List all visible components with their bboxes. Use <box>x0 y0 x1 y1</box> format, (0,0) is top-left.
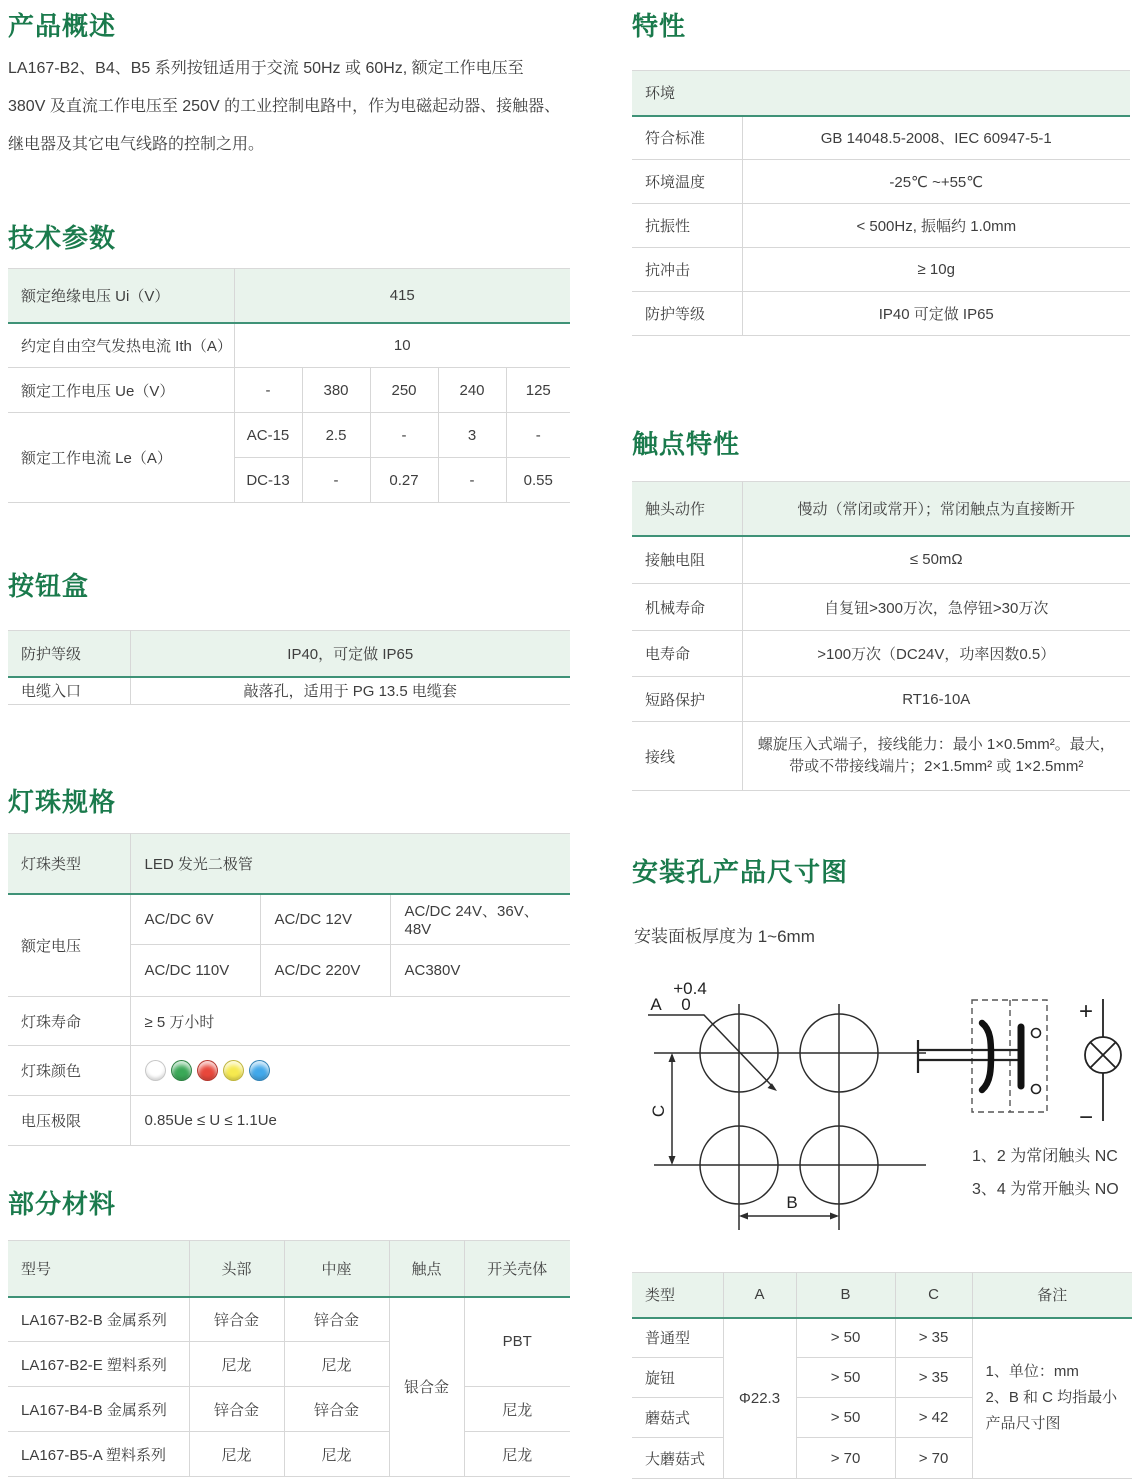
row-label: 额定绝缘电压 Ui（V） <box>8 269 234 323</box>
section-title-button-box: 按钮盒 <box>8 571 90 601</box>
cell-value: 尼龙 <box>284 1342 389 1387</box>
overview-paragraph: LA167-B2、B4、B5 系列按钮适用于交流 50Hz 或 60Hz, 额定工作电压至 380V 及直流工作电压至 250V 的工业控制电路中，作为电磁起动器、接触器、继电器及其它电气线路的控制之用。 <box>8 60 561 153</box>
cell-value: 锌合金 <box>284 1387 389 1432</box>
dim-a-value: Φ22.3 <box>723 1318 796 1479</box>
cell-value: 125 <box>506 368 570 413</box>
cell-value: > 70 <box>796 1438 895 1479</box>
cell-value: > 35 <box>895 1318 972 1358</box>
row-label: 接触电阻 <box>632 536 742 584</box>
cell-value: 锌合金 <box>284 1297 389 1342</box>
cell-value: 慢动（常闭或常开）；常闭触点为直接断开 <box>742 482 1130 536</box>
row-label: 抗振性 <box>632 204 742 248</box>
plus-polarity-label: + <box>1078 998 1094 1025</box>
cell-value: 240 <box>438 368 506 413</box>
cell-value: 0.27 <box>370 458 438 503</box>
row-label: 符合标准 <box>632 116 742 160</box>
section-title-contact-features: 触点特性 <box>632 429 741 459</box>
cell-value: RT16-10A <box>742 677 1130 722</box>
row-label: 额定电压 <box>8 894 130 997</box>
row-label: 触头动作 <box>632 482 742 536</box>
cell-value: 415 <box>234 269 570 323</box>
cell-value: - <box>234 368 302 413</box>
remarks-cell <box>972 1318 1132 1479</box>
cell-value: IP40 可定做 IP65 <box>742 292 1130 336</box>
row-label: 约定自由空气发热电流 Ith（A） <box>8 323 234 368</box>
cell-value: - <box>302 458 370 503</box>
materials-table <box>8 1240 570 1477</box>
cell-value: - <box>506 413 570 458</box>
cell-value: 尼龙 <box>464 1387 570 1432</box>
cell-value: 敲落孔，适用于 PG 13.5 电缆套 <box>130 677 570 705</box>
cell-value: 0.55 <box>506 458 570 503</box>
cell-value: > 42 <box>895 1398 972 1438</box>
cell-value: 银合金 <box>389 1297 464 1477</box>
column-header: 开关壳体 <box>464 1241 570 1297</box>
cell-value: > 50 <box>796 1318 895 1358</box>
section-title-tech-params: 技术参数 <box>8 223 117 253</box>
nc-contact-symbol <box>982 1023 991 1090</box>
cell-value: - <box>370 413 438 458</box>
type-name: 蘑菇式 <box>632 1398 723 1438</box>
dim-c-label: C <box>649 1104 668 1118</box>
cell-value: AC/DC 220V <box>260 945 390 997</box>
column-header: 中座 <box>284 1241 389 1297</box>
cell-key: DC-13 <box>234 458 302 503</box>
contact-features-table <box>632 481 1130 791</box>
button-box-table <box>8 630 570 705</box>
cell-value: < 500Hz, 振幅约 1.0mm <box>742 204 1130 248</box>
remark-line: 2、B 和 C 均指最小产品尺寸图 <box>985 1389 1118 1433</box>
dim-b-label: B <box>786 1193 798 1212</box>
section-title-led-spec: 灯珠规格 <box>8 787 117 817</box>
cell-value: 螺旋压入式端子，接线能力：最小 1×0.5mm²。最大，带或不带接线端片；2×1.5mm² 或 1×2.5mm² <box>742 722 1130 791</box>
column-header: A <box>723 1273 796 1318</box>
row-label: 接线 <box>632 722 742 791</box>
cell-value: -25℃ ~+55℃ <box>742 160 1130 204</box>
contact-captions <box>972 1140 1119 1206</box>
column-header: 备注 <box>972 1273 1132 1318</box>
cell-value: > 70 <box>895 1438 972 1479</box>
cell-value: 锌合金 <box>189 1297 284 1342</box>
dim-a-label: A <box>650 995 662 1014</box>
led-color-red-icon <box>197 1060 218 1081</box>
cell-value: 尼龙 <box>189 1342 284 1387</box>
row-label: 防护等级 <box>632 292 742 336</box>
cell-value: 250 <box>370 368 438 413</box>
dim-a-tolerance-plus: +0.4 <box>673 979 707 998</box>
cell-value: 尼龙 <box>464 1432 570 1477</box>
row-label: 抗冲击 <box>632 248 742 292</box>
cell-value: > 50 <box>796 1398 895 1438</box>
led-color-white-icon <box>145 1060 166 1081</box>
row-label: 环境温度 <box>632 160 742 204</box>
cell-value: AC380V <box>390 945 570 997</box>
caption-no: 3、4 为常开触头 NO <box>972 1181 1119 1198</box>
cell-value: 锌合金 <box>189 1387 284 1432</box>
row-label: 防护等级 <box>8 631 130 677</box>
section-title-overview: 产品概述 <box>8 11 117 41</box>
section-title-mounting: 安装孔产品尺寸图 <box>632 857 849 887</box>
led-color-green-icon <box>171 1060 192 1081</box>
row-label: 额定工作电流 Le（A） <box>8 413 234 503</box>
no-terminal-bottom <box>1032 1085 1041 1094</box>
cell-value: AC/DC 6V <box>130 894 260 945</box>
type-name: 旋钮 <box>632 1358 723 1398</box>
section-title-materials: 部分材料 <box>8 1189 117 1219</box>
section-title-features: 特性 <box>632 11 687 41</box>
cell-value: ≥ 5 万小时 <box>130 997 570 1046</box>
tech-params-table <box>8 268 570 503</box>
cell-value: IP40，可定做 IP65 <box>130 631 570 677</box>
led-color-swatches <box>130 1046 570 1096</box>
row-label: 额定工作电压 Ue（V） <box>8 368 234 413</box>
model-name: LA167-B2-E 塑料系列 <box>8 1342 189 1387</box>
cell-value: 0.85Ue ≤ U ≤ 1.1Ue <box>130 1096 570 1146</box>
model-name: LA167-B2-B 金属系列 <box>8 1297 189 1342</box>
mounting-subtitle: 安装面板厚度为 1~6mm <box>634 927 815 946</box>
dim-a-tolerance-zero: 0 <box>681 995 691 1014</box>
cell-value: - <box>438 458 506 503</box>
cell-value: GB 14048.5-2008、IEC 60947-5-1 <box>742 116 1130 160</box>
column-header: 触点 <box>389 1241 464 1297</box>
column-header: B <box>796 1273 895 1318</box>
contact-schematic-diagram <box>898 993 1140 1145</box>
row-label: 电压极限 <box>8 1096 130 1146</box>
cell-value: ≥ 10g <box>742 248 1130 292</box>
no-terminal-top <box>1032 1029 1041 1038</box>
column-header: 型号 <box>8 1241 189 1297</box>
type-name: 大蘑菇式 <box>632 1438 723 1479</box>
led-color-yellow-icon <box>223 1060 244 1081</box>
cell-value: AC/DC 24V、36V、48V <box>390 894 570 945</box>
row-label: 机械寿命 <box>632 584 742 631</box>
cell-value: > 35 <box>895 1358 972 1398</box>
cell-value: PBT <box>464 1297 570 1387</box>
remark-line: 1、单位：mm <box>985 1362 1079 1380</box>
row-label: 电缆入口 <box>8 677 130 705</box>
cell-value: 3 <box>438 413 506 458</box>
cell-value: >100万次（DC24V，功率因数0.5） <box>742 631 1130 677</box>
row-label: 电寿命 <box>632 631 742 677</box>
column-header: 头部 <box>189 1241 284 1297</box>
row-label: 灯珠颜色 <box>8 1046 130 1096</box>
cell-key: AC-15 <box>234 413 302 458</box>
minus-polarity-label: − <box>1078 1104 1094 1131</box>
cell-value: 尼龙 <box>284 1432 389 1477</box>
cell-value: 2.5 <box>302 413 370 458</box>
column-header: 类型 <box>632 1273 723 1318</box>
cell-value: ≤ 50mΩ <box>742 536 1130 584</box>
mounting-hole-diagram <box>634 958 934 1250</box>
cell-value: AC/DC 12V <box>260 894 390 945</box>
type-name: 普通型 <box>632 1318 723 1358</box>
cell-value: > 50 <box>796 1358 895 1398</box>
dimensions-table <box>632 1272 1132 1479</box>
diameter-arrowhead <box>768 1083 778 1091</box>
cell-value: 尼龙 <box>189 1432 284 1477</box>
column-header: C <box>895 1273 972 1318</box>
row-label: 短路保护 <box>632 677 742 722</box>
row-label: 灯珠寿命 <box>8 997 130 1046</box>
model-name: LA167-B5-A 塑料系列 <box>8 1432 189 1477</box>
table-header: 环境 <box>632 71 1130 116</box>
caption-nc: 1、2 为常闭触头 NC <box>972 1148 1118 1165</box>
row-label: 灯珠类型 <box>8 834 130 894</box>
model-name: LA167-B4-B 金属系列 <box>8 1387 189 1432</box>
cell-value: 自复钮>300万次，急停钮>30万次 <box>742 584 1130 631</box>
led-color-blue-icon <box>249 1060 270 1081</box>
cell-value: 380 <box>302 368 370 413</box>
cell-value: AC/DC 110V <box>130 945 260 997</box>
features-table <box>632 70 1130 336</box>
led-spec-table <box>8 833 570 1146</box>
cell-value: 10 <box>234 323 570 368</box>
cell-value: LED 发光二极管 <box>130 834 570 894</box>
